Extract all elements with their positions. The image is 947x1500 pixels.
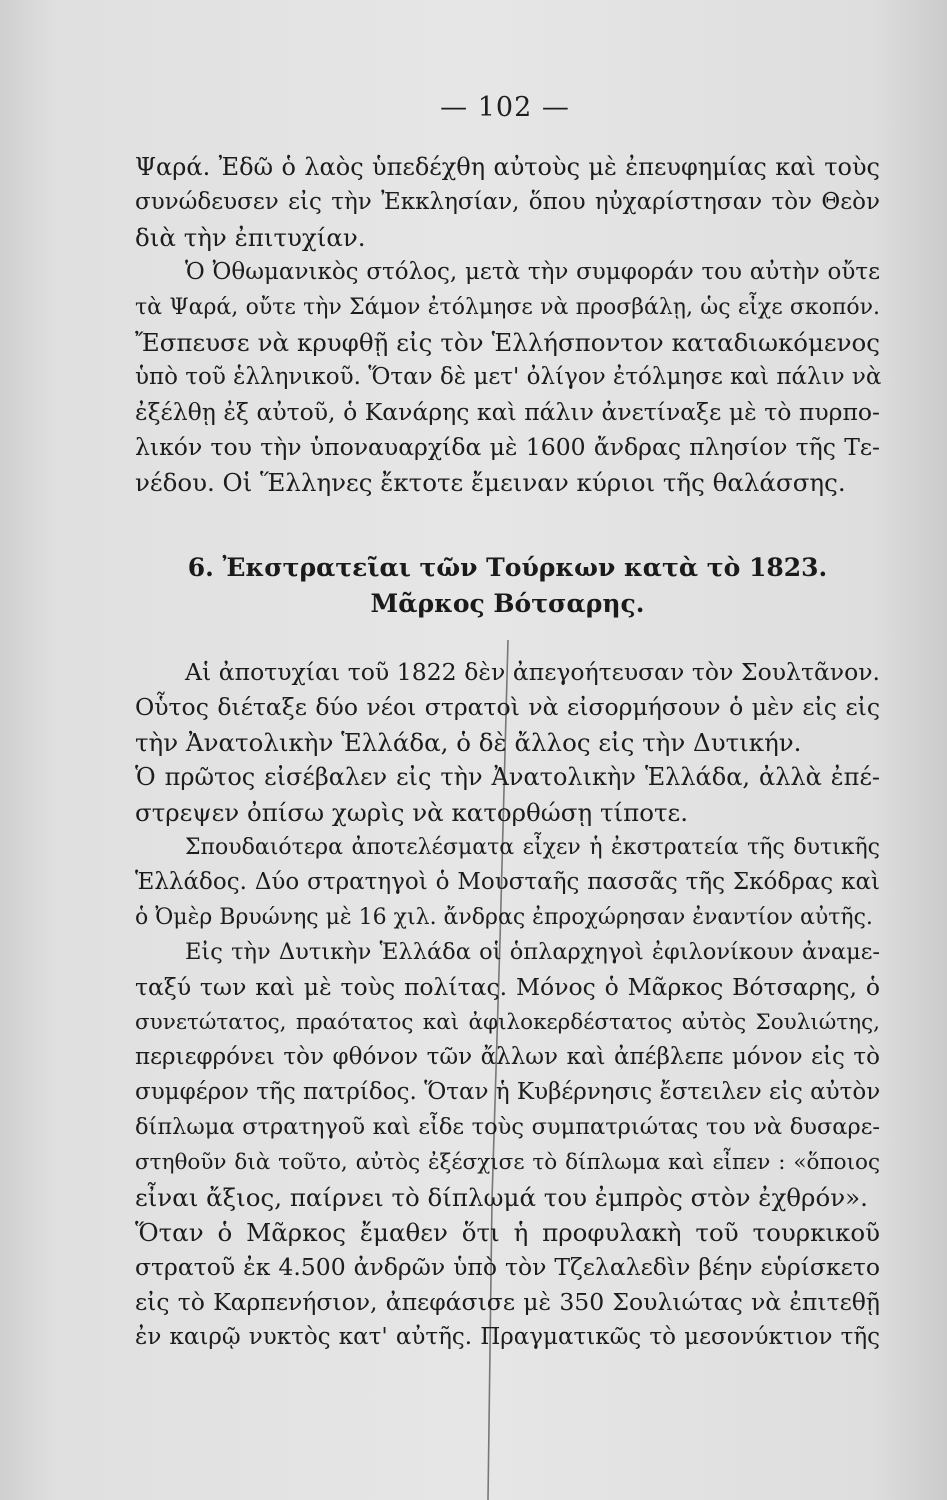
text-line: Ψαρά. Ἐδῶ ὁ λαὸς ὑπεδέχθη αὐτοὺς μὲ ἐπευφημίας καὶ τοὺς [135,153,880,181]
text-line: ὑπὸ τοῦ ἑλληνικοῦ. Ὅταν δὲ μετ' ὀλίγον ἐτόλμησε καὶ πάλιν νὰ [135,364,882,390]
text-line: ἐξέλθῃ ἐξ αὐτοῦ, ὁ Κανάρης καὶ πάλιν ἀνετίναξε μὲ τὸ πυρπο- [135,398,880,426]
text-line: στρεψεν ὀπίσω χωρὶς νὰ κατορθώσῃ τίποτε. [135,798,689,827]
text-line: στηθοῦν διὰ τοῦτο, αὐτὸς ἐξέσχισε τὸ δίπλωμα καὶ εἶπεν : «ὅποιος [135,1150,880,1175]
text-line: ὁ Ὀμὲρ Βρυώνης μὲ 16 χιλ. ἄνδρας ἐπροχώρησαν ἐναντίον αὐτῆς. [135,905,873,930]
text-line: τὴν Ἀνατολικὴν Ἑλλάδα, ὁ δὲ ἄλλος εἰς τὴν Δυτικήν. [135,728,802,757]
text-line: λικόν του τὴν ὑποναυαρχίδα μὲ 1600 ἄνδρας πλησίον τῆς Τε- [135,433,880,461]
text-line: νέδου. Οἱ Ἕλληνες ἔκτοτε ἔμειναν κύριοι τῆς θαλάσσης. [135,468,846,497]
text-line: Αἱ ἀποτυχίαι τοῦ 1822 δὲν ἀπεγοήτευσαν τὸν Σουλτᾶνον. [185,658,880,686]
text-line: Ἑλλάδος. Δύο στρατηγοὶ ὁ Μουσταῆς πασσᾶς τῆς Σκόδρας καὶ [135,869,880,895]
text-line: ταξύ των καὶ μὲ τοὺς πολίτας. Μόνος ὁ Μᾶρκος Βότσαρης, ὁ [135,973,880,1001]
text-line: Ὅταν ὁ Μᾶρκος ἔμαθεν ὅτι ἡ προφυλακὴ τοῦ τουρκικοῦ [135,1218,880,1247]
text-line: Ἔσπευσε νὰ κρυφθῇ εἰς τὸν Ἑλλήσποντον καταδιωκόμενος [135,328,880,357]
text-line: Ὁ Ὀθωμανικὸς στόλος, μετὰ τὴν συμφοράν του αὐτὴν οὔτε [185,259,880,285]
text-block-bottom [135,655,880,1355]
section-heading [135,550,880,622]
text-line: συνετώτατος, πραότατος καὶ ἀφιλοκερδέστατος αὐτὸς Σουλιώτης, [135,1010,880,1035]
text-line: Ὁ πρῶτος εἰσέβαλεν εἰς τὴν Ἀνατολικὴν Ἑλλάδα, ἀλλὰ ἐπέ- [135,763,880,791]
text-line: Σπουδαιότερα ἀποτελέσματα εἶχεν ἡ ἐκστρατεία τῆς δυτικῆς [185,835,880,860]
text-line: τὰ Ψαρά, οὔτε τὴν Σάμον ἐτόλμησε νὰ προσβάλῃ, ὡς εἶχε σκοπόν. [135,295,880,320]
text-line: Οὗτος διέταξε δύο νέοι στρατοὶ νὰ εἰσορμήσουν ὁ μὲν εἰς εἰς [135,693,880,721]
section-heading-subtitle: Μᾶρκος Βότσαρης. [370,589,645,618]
text-line: περιεφρόνει τὸν φθόνον τῶν ἄλλων καὶ ἀπέβλεπε μόνον εἰς τὸ [135,1044,880,1070]
text-block-top [135,150,880,500]
text-line: διὰ τὴν ἐπιτυχίαν. [135,223,366,252]
text-line: ἐν καιρῷ νυκτὸς κατ' αὐτῆς. Πραγματικῶς τὸ μεσονύκτιον τῆς [135,1324,880,1350]
text-line: δίπλωμα στρατηγοῦ καὶ εἶδε τοὺς συμπατριώτας του νὰ δυσαρε- [135,1114,880,1140]
text-line: συμφέρον τῆς πατρίδος. Ὅταν ἡ Κυβέρνησις ἔστειλεν εἰς αὐτὸν [135,1079,881,1105]
page-number: — 102 — [440,92,570,123]
text-line: συνώδευσεν εἰς τὴν Ἐκκλησίαν, ὅπου ηὐχαρίστησαν τὸν Θεὸν [135,189,880,215]
text-line: στρατοῦ ἐκ 4.500 ἀνδρῶν ὑπὸ τὸν Τζελαλεδὶν βέην εὑρίσκετο [135,1253,880,1281]
text-line: εἶναι ἄξιος, παίρνει τὸ δίπλωμά του ἐμπρὸς στὸν ἐχθρόν». [135,1183,868,1212]
text-line: εἰς τὸ Καρπενήσιον, ἀπεφάσισε μὲ 350 Σουλιώτας νὰ ἐπιτεθῇ [135,1288,880,1316]
section-heading-title: 6. Ἐκστρατεῖαι τῶν Τούρκων κατὰ τὸ 1823. [187,553,828,582]
text-line: Εἰς τὴν Δυτικὴν Ἑλλάδα οἱ ὁπλαρχηγοὶ ἐφιλονίκουν ἀναμε- [185,939,880,965]
